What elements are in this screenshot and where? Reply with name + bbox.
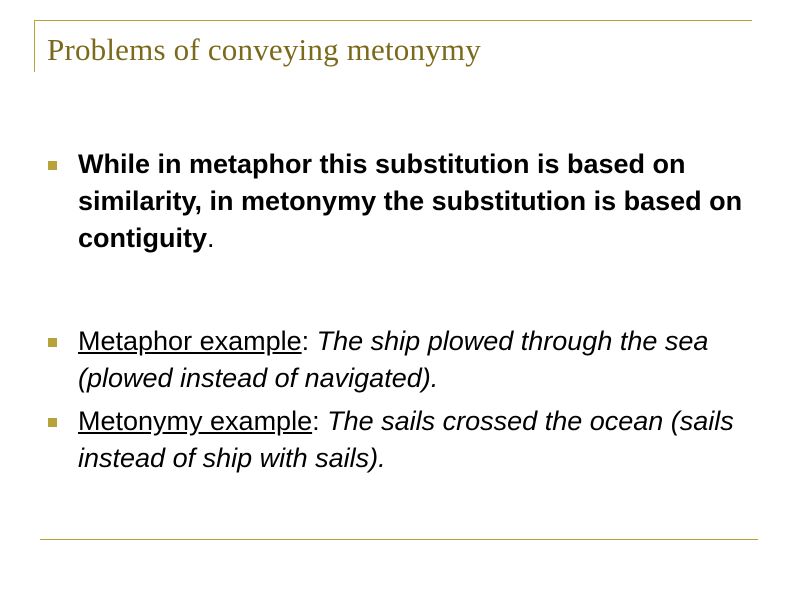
bullet-list [44,146,754,477]
square-bullet-icon [48,161,57,170]
metonymy-example-text: The sails crossed the ocean (sails instead of ship with sails). [78,406,734,473]
bottom-rule [40,539,758,540]
metaphor-example-text: The ship plowed through the sea (plowed instead of navigated). [78,326,709,393]
definition-text: While in metaphor this substitution is based on similarity, in metonymy the substitution is based on contiguity [78,149,743,253]
top-rule [34,20,752,21]
bullet-item-metonymy-example [44,403,754,477]
metonymy-example-separator: : [312,406,328,436]
left-rule [34,20,35,72]
metaphor-example-separator: : [301,326,317,356]
definition-period: . [207,223,215,253]
bullet-item-metaphor-example [44,323,754,397]
metonymy-example-label: Metonymy example [78,406,313,436]
slide-title: Problems of conveying metonymy [47,32,481,67]
square-bullet-icon [48,418,57,427]
square-bullet-icon [48,338,57,347]
bullet-item-definition [44,146,754,257]
metaphor-example-label: Metaphor example [78,326,302,356]
